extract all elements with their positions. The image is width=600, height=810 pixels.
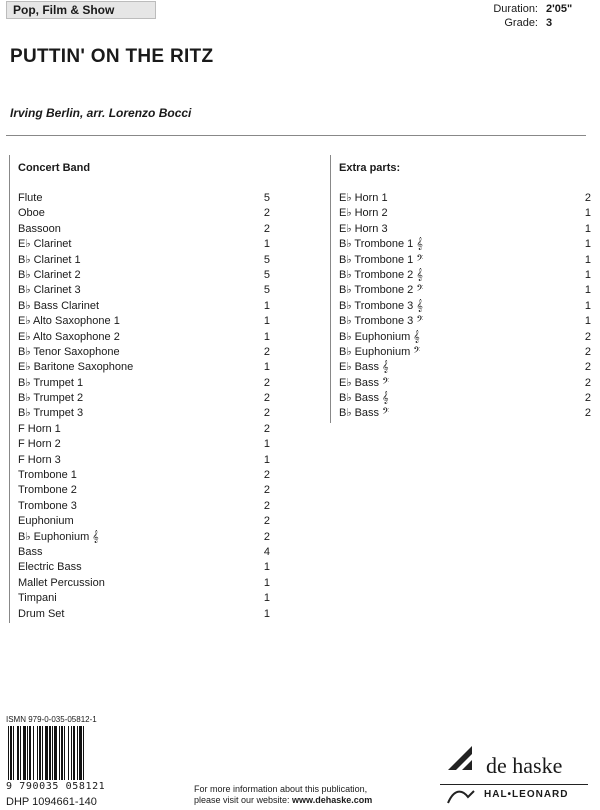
part-count: 1 (263, 438, 270, 451)
part-row (339, 345, 591, 360)
part-name: E♭ Bass 𝄢 (339, 376, 390, 389)
part-count: 2 (584, 376, 591, 389)
part-name: Drum Set (18, 607, 65, 620)
barcode-image (6, 726, 110, 782)
part-name: Flute (18, 192, 43, 204)
duration-value: 2'05" (546, 3, 573, 15)
part-name: B♭ Trumpet 1 (18, 376, 84, 389)
part-name: E♭ Alto Saxophone 2 (18, 330, 120, 343)
part-count: 1 (263, 238, 270, 251)
part-count: 1 (263, 299, 270, 312)
part-count: 2 (584, 407, 591, 420)
part-count: 2 (263, 407, 270, 420)
part-name: B♭ Euphonium 𝄢 (339, 345, 421, 358)
part-row (18, 499, 270, 514)
part-count: 1 (263, 361, 270, 374)
part-count: 1 (584, 315, 591, 328)
piece-meta (493, 2, 584, 30)
part-row (18, 422, 270, 437)
part-count: 1 (584, 238, 591, 251)
part-name: Trombone 3 (18, 499, 77, 512)
part-row (18, 406, 270, 421)
part-name: F Horn 2 (18, 438, 61, 451)
part-name: E♭ Clarinet (18, 238, 72, 251)
part-name: E♭ Horn 3 (339, 222, 388, 235)
part-count: 5 (263, 192, 270, 204)
part-name: B♭ Bass Clarinet (18, 299, 99, 312)
part-name: B♭ Trombone 1 𝄞 (339, 238, 423, 251)
part-name: E♭ Horn 1 (339, 192, 388, 204)
part-row (339, 268, 591, 283)
part-count: 2 (263, 499, 270, 512)
part-count: 2 (263, 515, 270, 528)
part-name: B♭ Bass 𝄢 (339, 407, 390, 420)
part-name: B♭ Euphonium 𝄞 (339, 330, 420, 343)
part-row (339, 314, 591, 329)
part-count: 5 (263, 284, 270, 297)
part-name: F Horn 1 (18, 422, 61, 435)
part-count: 2 (263, 207, 270, 220)
part-name: Bassoon (18, 222, 61, 235)
part-row (339, 299, 591, 314)
right-column-rule (330, 155, 331, 423)
part-count: 2 (263, 484, 270, 497)
part-name: Timpani (18, 592, 57, 605)
part-row (18, 607, 270, 622)
hal-leonard-logo-text: HAL•LEONARD (484, 789, 569, 800)
part-name: Trombone 2 (18, 484, 77, 497)
part-count: 1 (263, 453, 270, 466)
part-count: 2 (263, 422, 270, 435)
part-name: B♭ Trombone 2 𝄢 (339, 284, 424, 297)
part-row (18, 268, 270, 283)
grade-label: Grade: (504, 17, 538, 29)
part-name: B♭ Euphonium 𝄞 (18, 530, 99, 543)
part-row (339, 222, 591, 237)
part-row (18, 391, 270, 406)
part-row (18, 345, 270, 360)
part-row (18, 437, 270, 452)
publication-info (194, 784, 372, 806)
part-row (339, 330, 591, 345)
part-count: 1 (263, 576, 270, 589)
part-count: 2 (263, 345, 270, 358)
part-row (18, 560, 270, 575)
part-count: 2 (263, 222, 270, 235)
part-count: 2 (263, 469, 270, 482)
part-count: 1 (263, 592, 270, 605)
part-count: 2 (263, 376, 270, 389)
composer-credit: Irving Berlin, arr. Lorenzo Bocci (10, 106, 192, 120)
part-count: 1 (584, 222, 591, 235)
part-count: 1 (584, 268, 591, 281)
part-name: B♭ Clarinet 1 (18, 253, 81, 266)
part-name: B♭ Trombone 3 𝄞 (339, 299, 423, 312)
extra-parts-heading: Extra parts: (339, 162, 401, 174)
part-row (339, 283, 591, 298)
part-name: Trombone 1 (18, 469, 77, 482)
part-name: Electric Bass (18, 561, 82, 574)
part-row (339, 237, 591, 252)
part-name: B♭ Clarinet 2 (18, 268, 81, 281)
part-row (339, 360, 591, 375)
concert-band-heading: Concert Band (18, 162, 91, 174)
part-name: E♭ Alto Saxophone 1 (18, 315, 120, 328)
part-name: B♭ Tenor Saxophone (18, 345, 120, 358)
part-row (18, 299, 270, 314)
part-row (18, 222, 270, 237)
part-name: Mallet Percussion (18, 576, 105, 589)
part-name: Euphonium (18, 515, 74, 528)
left-column-rule (9, 155, 10, 623)
part-name: E♭ Horn 2 (339, 207, 388, 220)
info-line-2 (194, 795, 372, 806)
catalog-number: DHP 1094661-140 (6, 796, 97, 808)
part-count: 1 (584, 253, 591, 266)
part-name: F Horn 3 (18, 453, 61, 466)
part-row (18, 576, 270, 591)
part-count: 2 (584, 345, 591, 358)
part-name: B♭ Trombone 2 𝄞 (339, 268, 423, 281)
part-name: B♭ Trombone 3 𝄢 (339, 315, 424, 328)
part-row (18, 283, 270, 298)
part-count: 1 (584, 207, 591, 220)
part-row (339, 206, 591, 221)
part-row (18, 314, 270, 329)
page-title: PUTTIN' ON THE RITZ (10, 46, 214, 67)
part-row (18, 453, 270, 468)
part-name: B♭ Trombone 1 𝄢 (339, 253, 424, 266)
part-row (18, 191, 270, 206)
ismn-number: ISMN 979-0-035-05812-1 (6, 715, 97, 724)
part-name: B♭ Bass 𝄞 (339, 392, 389, 405)
header-divider (6, 135, 586, 136)
barcode-digits: 9 790035 058121 (6, 781, 106, 792)
part-row (18, 468, 270, 483)
part-row (18, 253, 270, 268)
part-name: Oboe (18, 207, 45, 220)
hal-leonard-logo-icon (446, 787, 476, 805)
part-count: 2 (263, 530, 270, 543)
part-row (18, 530, 270, 545)
part-count: 5 (263, 268, 270, 281)
part-name: B♭ Trumpet 3 (18, 407, 84, 420)
part-row (18, 514, 270, 529)
info-line-1: For more information about this publication, (194, 784, 368, 794)
part-row (339, 391, 591, 406)
part-row (18, 483, 270, 498)
part-row (339, 406, 591, 421)
part-count: 1 (263, 561, 270, 574)
part-name: E♭ Baritone Saxophone (18, 361, 134, 374)
part-count: 2 (584, 361, 591, 374)
part-count: 2 (584, 192, 591, 204)
part-name: B♭ Clarinet 3 (18, 284, 81, 297)
dehaske-logo-text: de haske (486, 753, 563, 778)
part-row (18, 545, 270, 560)
part-count: 2 (263, 392, 270, 405)
part-count: 2 (584, 330, 591, 343)
part-count: 1 (584, 284, 591, 297)
info-line-2-prefix: please visit our website: (194, 795, 293, 805)
part-row (18, 330, 270, 345)
part-row (339, 191, 591, 206)
concert-band-parts-list (18, 191, 270, 622)
part-row (18, 206, 270, 221)
category-label: Pop, Film & Show (6, 1, 156, 19)
part-count: 1 (584, 299, 591, 312)
part-count: 1 (263, 607, 270, 620)
dehaske-logo-mark-icon (444, 740, 484, 780)
part-count: 1 (263, 330, 270, 343)
part-name: Bass (18, 545, 43, 558)
part-row (18, 376, 270, 391)
extra-parts-list (339, 191, 591, 422)
website-link[interactable]: www.dehaske.com (292, 795, 373, 805)
part-name: E♭ Bass 𝄞 (339, 361, 389, 374)
part-count: 1 (263, 315, 270, 328)
duration-label: Duration: (493, 3, 538, 15)
part-row (339, 253, 591, 268)
part-name: B♭ Trumpet 2 (18, 392, 84, 405)
part-count: 4 (263, 545, 270, 558)
grade-value: 3 (546, 17, 553, 29)
part-row (18, 360, 270, 375)
part-row (18, 591, 270, 606)
part-count: 5 (263, 253, 270, 266)
part-row (18, 237, 270, 252)
part-count: 2 (584, 392, 591, 405)
part-row (339, 376, 591, 391)
